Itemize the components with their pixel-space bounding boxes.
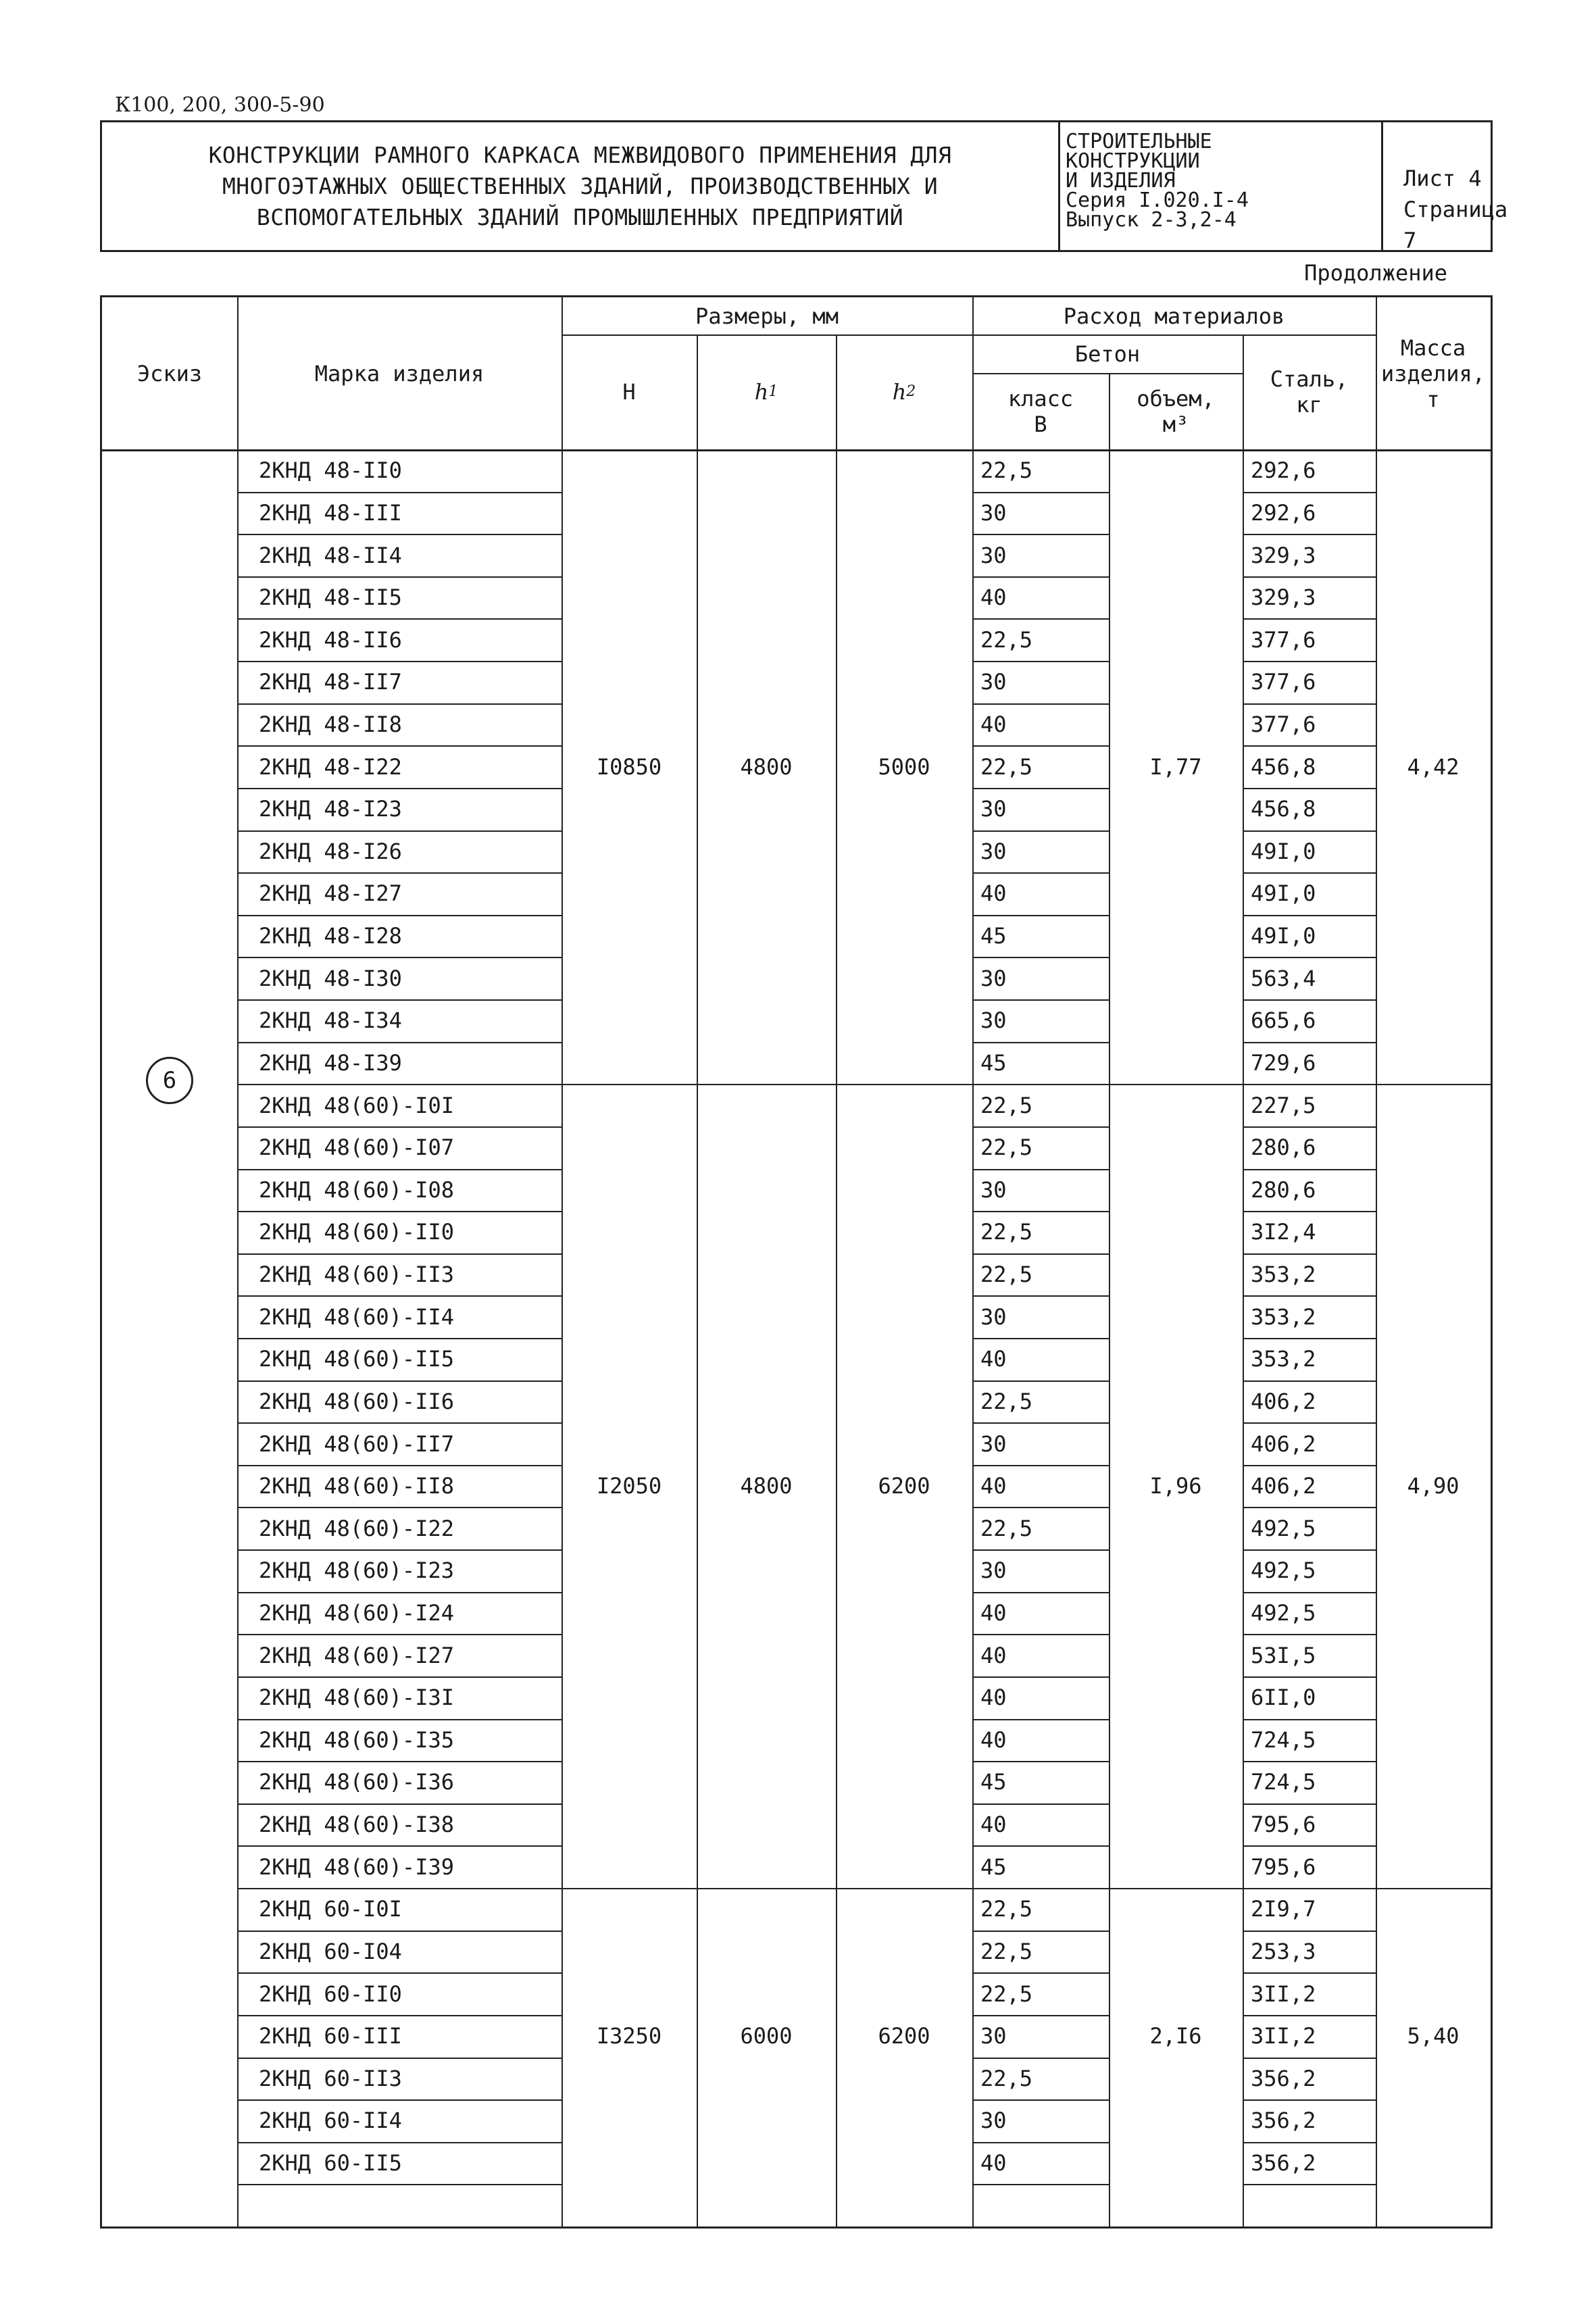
table-row-steel: 456,8 bbox=[1251, 753, 1316, 780]
series-info bbox=[1060, 122, 1383, 250]
header-H: H bbox=[622, 379, 636, 405]
group-volume: I,77 bbox=[1149, 753, 1202, 780]
series-line: Выпуск 2-3,2-4 bbox=[1066, 208, 1237, 232]
body-col-rule bbox=[697, 449, 698, 2226]
header-concrete: Бетон bbox=[1074, 341, 1141, 367]
group-h1: 4800 bbox=[740, 1473, 793, 1499]
table-row-mark: 2КНД 48-I23 bbox=[259, 796, 402, 822]
table-row-class: 30 bbox=[980, 838, 1007, 864]
header-rule bbox=[562, 334, 1376, 336]
header-materials: Расход материалов bbox=[1063, 303, 1285, 329]
table-row-mark: 2КНД 48-I39 bbox=[259, 1049, 402, 1076]
table-row-mark: 2КНД 48(60)-I35 bbox=[259, 1726, 454, 1753]
table-row-mark: 2КНД 60-II5 bbox=[259, 2150, 402, 2176]
header-h2: h 2 bbox=[892, 379, 916, 405]
table-row-steel: 356,2 bbox=[1251, 2065, 1316, 2091]
table-row-steel: 292,6 bbox=[1251, 457, 1316, 484]
table-row-mark: 2КНД 48(60)-II3 bbox=[259, 1262, 454, 1288]
table-row-class: 45 bbox=[980, 1049, 1007, 1076]
header-col-rule bbox=[1109, 373, 1110, 449]
table-row-mark: 2КНД 48-II7 bbox=[259, 669, 402, 695]
table-row-class: 45 bbox=[980, 923, 1007, 949]
table-row-mark: 2КНД 60-II4 bbox=[259, 2108, 402, 2134]
table-row-mark: 2КНД 60-II0 bbox=[259, 1981, 402, 2007]
table-row-mark: 2КНД 48-II6 bbox=[259, 626, 402, 653]
table-row-mark: 2КНД 48(60)-II5 bbox=[259, 1346, 454, 1372]
body-col-rule bbox=[562, 449, 563, 2226]
table-row-mark: 2КНД 48(60)-I39 bbox=[259, 1853, 454, 1880]
table-row-mark: 2КНД 60-I0I bbox=[259, 1896, 402, 1922]
table-row-steel: 377,6 bbox=[1251, 669, 1316, 695]
table-row-mark: 2КНД 48-I26 bbox=[259, 838, 402, 864]
sheet-info bbox=[1383, 122, 1508, 253]
table-row-steel: 280,6 bbox=[1251, 1176, 1316, 1203]
table-row-mark: 2КНД 48(60)-I0I bbox=[259, 1092, 454, 1118]
document-title bbox=[102, 122, 1060, 250]
header-sketch: Эскиз bbox=[136, 360, 203, 387]
table-row-class: 30 bbox=[980, 965, 1007, 991]
table-row-mark: 2КНД 48(60)-I23 bbox=[259, 1558, 454, 1584]
table-row-steel: 227,5 bbox=[1251, 1092, 1316, 1118]
table-row-class: 22,5 bbox=[980, 1515, 1033, 1541]
table-row-class: 22,5 bbox=[980, 1981, 1033, 2007]
table-row-steel: 6II,0 bbox=[1251, 1685, 1316, 1711]
table-row-steel: 292,6 bbox=[1251, 499, 1316, 526]
table-row-steel: 3I2,4 bbox=[1251, 1219, 1316, 1245]
table-row-steel: 49I,0 bbox=[1251, 880, 1316, 907]
table-row-steel: 456,8 bbox=[1251, 796, 1316, 822]
table-row-steel: 3II,2 bbox=[1251, 1981, 1316, 2007]
header-mass-line: изделия, bbox=[1380, 360, 1486, 387]
row-rule bbox=[237, 2184, 562, 2185]
table-row-mark: 2КНД 48(60)-II7 bbox=[259, 1430, 454, 1457]
table-row-steel: 53I,5 bbox=[1251, 1642, 1316, 1668]
group-h2: 5000 bbox=[878, 753, 930, 780]
table-row-class: 22,5 bbox=[980, 626, 1033, 653]
table-row-class: 22,5 bbox=[980, 753, 1033, 780]
title-line: ВСПОМОГАТЕЛЬНЫХ ЗДАНИЙ ПРОМЫШЛЕННЫХ ПРЕДПРИЯТИЙ bbox=[256, 203, 904, 230]
table-row-steel: 356,2 bbox=[1251, 2150, 1316, 2176]
table-row-steel: 492,5 bbox=[1251, 1600, 1316, 1626]
table-row-steel: 353,2 bbox=[1251, 1262, 1316, 1288]
header-volume-line: объем, bbox=[1137, 385, 1215, 412]
header-mass bbox=[1376, 297, 1491, 449]
table-row-class: 40 bbox=[980, 1600, 1007, 1626]
table-row-class: 30 bbox=[980, 1303, 1007, 1330]
header-class bbox=[972, 373, 1109, 449]
group-h2: 6200 bbox=[878, 2023, 930, 2049]
body-col-rule bbox=[972, 449, 974, 2226]
header-volume-line: м³ bbox=[1162, 411, 1189, 437]
table-row-mark: 2КНД 48-I30 bbox=[259, 965, 402, 991]
title-line: МНОГОЭТАЖНЫХ ОБЩЕСТВЕННЫХ ЗДАНИЙ, ПРОИЗВОДСТВЕННЫХ И bbox=[222, 172, 939, 199]
group-H: I3250 bbox=[596, 2023, 662, 2049]
table-row-mark: 2КНД 48(60)-I22 bbox=[259, 1515, 454, 1541]
table-row-mark: 2КНД 48-I34 bbox=[259, 1007, 402, 1034]
table-row-class: 40 bbox=[980, 1685, 1007, 1711]
header-class-line: B bbox=[1034, 411, 1047, 437]
row-rule bbox=[1243, 2184, 1376, 2185]
table-row-steel: 492,5 bbox=[1251, 1558, 1316, 1584]
table-row-steel: 724,5 bbox=[1251, 1769, 1316, 1795]
header-volume bbox=[1109, 373, 1243, 449]
table-row-mark: 2КНД 60-II3 bbox=[259, 2065, 402, 2091]
table-row-class: 40 bbox=[980, 1642, 1007, 1668]
group-mass: 4,42 bbox=[1407, 753, 1460, 780]
sheet-number: Лист 4 bbox=[1403, 166, 1482, 191]
series-line: КОНСТРУКЦИИ bbox=[1066, 149, 1200, 173]
table-row-steel: 563,4 bbox=[1251, 965, 1316, 991]
body-col-rule bbox=[1109, 449, 1110, 2226]
continuation-label: Продолжение bbox=[1304, 260, 1447, 286]
header-col-rule bbox=[1376, 297, 1377, 449]
table-row-steel: 253,3 bbox=[1251, 1938, 1316, 1964]
table-row-class: 40 bbox=[980, 1473, 1007, 1499]
table-row-steel: 492,5 bbox=[1251, 1515, 1316, 1541]
header-steel bbox=[1243, 334, 1376, 449]
body-col-rule bbox=[1243, 449, 1244, 2226]
table-row-class: 30 bbox=[980, 1176, 1007, 1203]
table-row-mark: 2КНД 48(60)-I08 bbox=[259, 1176, 454, 1203]
body-col-rule bbox=[1376, 449, 1377, 2226]
header-class-line: класс bbox=[1007, 385, 1074, 412]
row-rule bbox=[972, 2184, 1109, 2185]
table-row-class: 40 bbox=[980, 584, 1007, 611]
series-line: СТРОИТЕЛЬНЫЕ bbox=[1066, 130, 1212, 153]
table-row-class: 22,5 bbox=[980, 1262, 1033, 1288]
table-row-mark: 2КНД 48(60)-I07 bbox=[259, 1135, 454, 1161]
group-h1: 6000 bbox=[740, 2023, 793, 2049]
body-col-rule bbox=[836, 449, 837, 2226]
table-row-mark: 2КНД 48(60)-II0 bbox=[259, 1219, 454, 1245]
header-col-rule bbox=[562, 297, 563, 449]
table-row-steel: 3II,2 bbox=[1251, 2023, 1316, 2049]
table-row-steel: 665,6 bbox=[1251, 1007, 1316, 1034]
table-row-steel: 406,2 bbox=[1251, 1430, 1316, 1457]
table-row-class: 40 bbox=[980, 2150, 1007, 2176]
table-row-mark: 2КНД 48(60)-II4 bbox=[259, 1303, 454, 1330]
header-col-rule bbox=[697, 334, 698, 449]
group-H: I2050 bbox=[596, 1473, 662, 1499]
group-h2: 6200 bbox=[878, 1473, 930, 1499]
table-row-mark: 2КНД 60-I04 bbox=[259, 1938, 402, 1964]
table-row-class: 30 bbox=[980, 2023, 1007, 2049]
table-row-class: 40 bbox=[980, 1812, 1007, 1838]
table-row-mark: 2КНД 48-II5 bbox=[259, 584, 402, 611]
table-row-steel: 280,6 bbox=[1251, 1135, 1316, 1161]
table-row-class: 22,5 bbox=[980, 1938, 1033, 1964]
table-row-steel: 377,6 bbox=[1251, 712, 1316, 737]
table-row-mark: 2КНД 48(60)-II8 bbox=[259, 1473, 454, 1499]
table-row-steel: 49I,0 bbox=[1251, 923, 1316, 949]
series-line: Серия I.020.I-4 bbox=[1066, 189, 1249, 212]
table-row-class: 22,5 bbox=[980, 1135, 1033, 1161]
table-row-steel: 406,2 bbox=[1251, 1388, 1316, 1414]
table-row-mark: 2КНД 48(60)-I3I bbox=[259, 1685, 454, 1711]
table-row-mark: 2КНД 48-II0 bbox=[259, 457, 402, 484]
table-row-mark: 2КНД 48(60)-I24 bbox=[259, 1600, 454, 1626]
table-row-class: 30 bbox=[980, 1007, 1007, 1034]
sketch-number-badge: 6 bbox=[146, 1057, 193, 1104]
table-row-steel: 406,2 bbox=[1251, 1473, 1316, 1499]
table-row-class: 30 bbox=[980, 2108, 1007, 2134]
table-row-class: 45 bbox=[980, 1769, 1007, 1795]
table-row-class: 22,5 bbox=[980, 1219, 1033, 1245]
title-block bbox=[100, 120, 1508, 253]
table-row-class: 30 bbox=[980, 499, 1007, 526]
materials-table bbox=[100, 295, 1493, 2229]
header-mass-line: т bbox=[1426, 386, 1440, 412]
table-row-steel: 795,6 bbox=[1251, 1812, 1316, 1838]
group-volume: 2,I6 bbox=[1149, 2023, 1202, 2049]
table-row-class: 22,5 bbox=[980, 1388, 1033, 1414]
page-number: Страница 7 bbox=[1403, 197, 1508, 253]
header-rule bbox=[972, 373, 1243, 374]
table-row-class: 30 bbox=[980, 669, 1007, 695]
header-sizes: Размеры, мм bbox=[695, 303, 839, 329]
series-line: И ИЗДЕЛИЯ bbox=[1066, 169, 1176, 193]
table-row-mark: 2КНД 48-I28 bbox=[259, 923, 402, 949]
table-row-mark: 2КНД 48(60)-I27 bbox=[259, 1642, 454, 1668]
table-row-class: 40 bbox=[980, 880, 1007, 907]
table-row-steel: 724,5 bbox=[1251, 1726, 1316, 1753]
group-mass: 4,90 bbox=[1407, 1473, 1460, 1499]
table-row-class: 22,5 bbox=[980, 457, 1033, 484]
header-steel-line: кг bbox=[1296, 392, 1322, 418]
table-row-class: 40 bbox=[980, 712, 1007, 737]
table-row-class: 30 bbox=[980, 542, 1007, 568]
group-H: I0850 bbox=[596, 753, 662, 780]
table-row-class: 30 bbox=[980, 1430, 1007, 1457]
table-row-class: 30 bbox=[980, 796, 1007, 822]
table-row-steel: 353,2 bbox=[1251, 1346, 1316, 1372]
table-row-mark: 2КНД 60-III bbox=[259, 2023, 402, 2049]
table-row-steel: 2I9,7 bbox=[1251, 1896, 1316, 1922]
table-row-steel: 329,3 bbox=[1251, 584, 1316, 611]
table-row-mark: 2КНД 48-III bbox=[259, 499, 402, 526]
group-volume: I,96 bbox=[1149, 1473, 1202, 1499]
table-row-steel: 329,3 bbox=[1251, 542, 1316, 568]
table-row-class: 45 bbox=[980, 1853, 1007, 1880]
table-row-steel: 49I,0 bbox=[1251, 838, 1316, 864]
header-col-rule bbox=[972, 297, 974, 449]
document-code: К100, 200, 300-5-90 bbox=[115, 93, 325, 117]
table-row-class: 40 bbox=[980, 1346, 1007, 1372]
group-mass: 5,40 bbox=[1407, 2023, 1460, 2049]
header-mark: Марка изделия bbox=[314, 360, 484, 387]
table-row-steel: 795,6 bbox=[1251, 1853, 1316, 1880]
header-col-rule bbox=[237, 297, 239, 449]
table-row-class: 30 bbox=[980, 1558, 1007, 1584]
table-row-steel: 356,2 bbox=[1251, 2108, 1316, 2134]
header-h1: h 1 bbox=[754, 379, 778, 405]
header-mass-line: Масса bbox=[1400, 334, 1466, 361]
body-col-rule bbox=[237, 449, 239, 2226]
table-row-steel: 729,6 bbox=[1251, 1049, 1316, 1076]
table-row-mark: 2КНД 48(60)-I36 bbox=[259, 1769, 454, 1795]
table-row-class: 22,5 bbox=[980, 1092, 1033, 1118]
table-row-mark: 2КНД 48(60)-II6 bbox=[259, 1388, 454, 1414]
table-row-class: 40 bbox=[980, 1726, 1007, 1753]
table-row-class: 22,5 bbox=[980, 2065, 1033, 2091]
table-row-mark: 2КНД 48-II4 bbox=[259, 542, 402, 568]
table-row-mark: 2КНД 48-I27 bbox=[259, 880, 402, 907]
header-steel-line: Сталь, bbox=[1270, 366, 1349, 392]
table-row-mark: 2КНД 48-II8 bbox=[259, 712, 402, 737]
group-h1: 4800 bbox=[740, 753, 793, 780]
table-row-mark: 2КНД 48-I22 bbox=[259, 753, 402, 780]
table-row-steel: 377,6 bbox=[1251, 626, 1316, 653]
title-line: КОНСТРУКЦИИ РАМНОГО КАРКАСА МЕЖВИДОВОГО ПРИМЕНЕНИЯ ДЛЯ bbox=[208, 141, 952, 168]
header-col-rule bbox=[836, 334, 837, 449]
header-col-rule bbox=[1243, 334, 1244, 449]
table-row-mark: 2КНД 48(60)-I38 bbox=[259, 1812, 454, 1838]
table-row-class: 22,5 bbox=[980, 1896, 1033, 1922]
table-row-steel: 353,2 bbox=[1251, 1303, 1316, 1330]
